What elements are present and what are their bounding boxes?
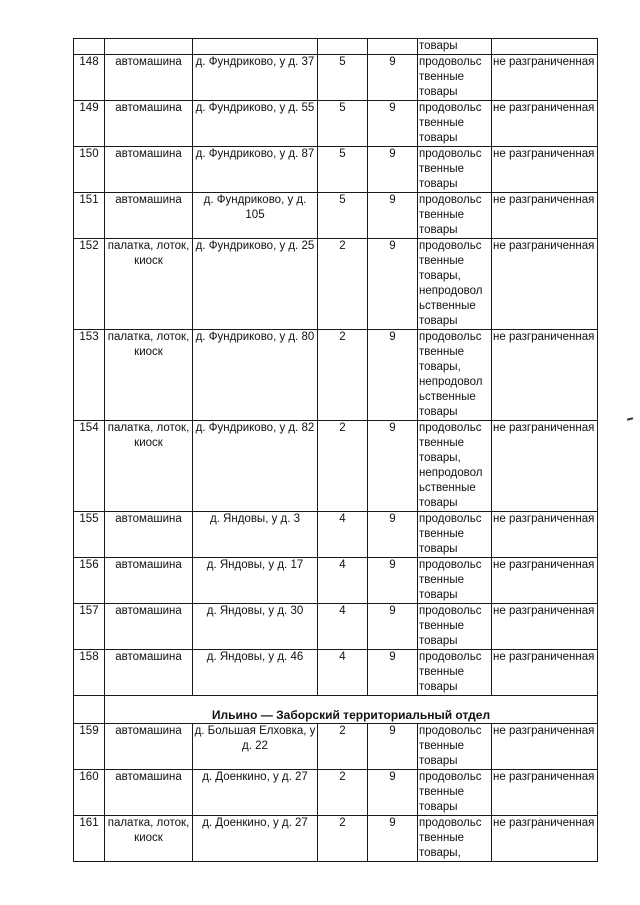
section-title: Ильино — Заборский территориальный отдел [105, 696, 598, 724]
cell-goods: продовольс твенные товары [418, 147, 492, 193]
cell-count: 2 [318, 770, 368, 816]
cell-count: 2 [318, 724, 368, 770]
cell-goods: продовольс твенные товары, непродовол ьственные товары [418, 239, 492, 330]
cell-address: д. Яндовы, у д. 46 [193, 650, 318, 696]
cell-number: 148 [74, 55, 105, 101]
cell-period: 9 [368, 650, 418, 696]
cell-count: 4 [318, 604, 368, 650]
cell-ownership: не разграниченная [492, 724, 598, 770]
cell-period: 9 [368, 239, 418, 330]
cell-period: 9 [368, 101, 418, 147]
cell-period: 9 [368, 770, 418, 816]
cell-goods: продовольс твенные товары [418, 558, 492, 604]
cell-address: д. Фундриково, у д. 80 [193, 330, 318, 421]
cell-number: 150 [74, 147, 105, 193]
cell-period: 9 [368, 816, 418, 862]
cell-goods: продовольс твенные товары, непродовол ьственные товары [418, 421, 492, 512]
trade-places-table [73, 38, 598, 862]
cell-ownership: не разграниченная [492, 147, 598, 193]
cell-number: 151 [74, 193, 105, 239]
cell-goods: продовольс твенные товары, [418, 816, 492, 862]
cell-number: 160 [74, 770, 105, 816]
cell-ownership: не разграниченная [492, 816, 598, 862]
cell-goods: продовольс твенные товары [418, 512, 492, 558]
cell-count: 4 [318, 512, 368, 558]
cell-type: автомашина [105, 604, 193, 650]
table-row [74, 770, 598, 816]
cell-count: 4 [318, 558, 368, 604]
cell-count: 2 [318, 330, 368, 421]
table-body-part-1 [74, 39, 598, 696]
cell-ownership: не разграниченная [492, 512, 598, 558]
cell-period: 9 [368, 604, 418, 650]
cell-empty [318, 39, 368, 55]
cell-period: 9 [368, 512, 418, 558]
cell-number: 152 [74, 239, 105, 330]
cell-ownership: не разграниченная [492, 330, 598, 421]
table-row [74, 604, 598, 650]
section-header [74, 696, 598, 724]
cell-type: автомашина [105, 101, 193, 147]
cell-address: д. Фундриково, у д. 105 [193, 193, 318, 239]
cell-type: автомашина [105, 558, 193, 604]
cell-goods: продовольс твенные товары [418, 770, 492, 816]
table-row [74, 101, 598, 147]
cell-count: 4 [318, 650, 368, 696]
cell-ownership: не разграниченная [492, 101, 598, 147]
cell-ownership: не разграниченная [492, 558, 598, 604]
table-row [74, 512, 598, 558]
cell-address: д. Большая Елховка, у д. 22 [193, 724, 318, 770]
cell-type: палатка, лоток, киоск [105, 239, 193, 330]
cell-goods: продовольс твенные товары [418, 193, 492, 239]
cell-address: д. Доенкино, у д. 27 [193, 770, 318, 816]
table-body-part-2 [74, 724, 598, 862]
cell-address: д. Фундриково, у д. 37 [193, 55, 318, 101]
cell-address: д. Фундриково, у д. 25 [193, 239, 318, 330]
cell-type: автомашина [105, 512, 193, 558]
cell-type: автомашина [105, 650, 193, 696]
cell-period: 9 [368, 55, 418, 101]
cell-period: 9 [368, 193, 418, 239]
cell-empty [105, 39, 193, 55]
cell-count: 2 [318, 421, 368, 512]
table-row [74, 330, 598, 421]
cell-empty [74, 696, 105, 724]
cell-period: 9 [368, 724, 418, 770]
table-row [74, 816, 598, 862]
cell-address: д. Фундриково, у д. 87 [193, 147, 318, 193]
cell-period: 9 [368, 558, 418, 604]
cell-count: 5 [318, 101, 368, 147]
cell-ownership: не разграниченная [492, 770, 598, 816]
scan-mark [627, 417, 633, 420]
cell-goods: продовольс твенные товары [418, 55, 492, 101]
cell-empty [74, 39, 105, 55]
cell-type: палатка, лоток, киоск [105, 421, 193, 512]
cell-count: 5 [318, 147, 368, 193]
cell-type: палатка, лоток, киоск [105, 330, 193, 421]
table-row [74, 193, 598, 239]
cell-goods: продовольс твенные товары [418, 650, 492, 696]
cell-type: автомашина [105, 770, 193, 816]
cell-period: 9 [368, 330, 418, 421]
cell-address: д. Фундриково, у д. 55 [193, 101, 318, 147]
cell-number: 154 [74, 421, 105, 512]
cell-type: палатка, лоток, киоск [105, 816, 193, 862]
cell-ownership: не разграниченная [492, 239, 598, 330]
cell-type: автомашина [105, 55, 193, 101]
cell-period: 9 [368, 147, 418, 193]
cell-empty [368, 39, 418, 55]
cell-period: 9 [368, 421, 418, 512]
cell-address: д. Яндовы, у д. 3 [193, 512, 318, 558]
table-row [74, 239, 598, 330]
cell-count: 2 [318, 239, 368, 330]
cell-empty [492, 39, 598, 55]
cell-goods: продовольс твенные товары [418, 604, 492, 650]
table-row [74, 421, 598, 512]
section-row [74, 696, 598, 724]
cell-goods: товары [418, 39, 492, 55]
cell-type: автомашина [105, 724, 193, 770]
cell-goods: продовольс твенные товары [418, 724, 492, 770]
cell-number: 161 [74, 816, 105, 862]
cell-number: 156 [74, 558, 105, 604]
cell-ownership: не разграниченная [492, 650, 598, 696]
cell-number: 157 [74, 604, 105, 650]
cell-number: 149 [74, 101, 105, 147]
cell-number: 153 [74, 330, 105, 421]
cell-address: д. Фундриково, у д. 82 [193, 421, 318, 512]
cell-type: автомашина [105, 147, 193, 193]
cell-ownership: не разграниченная [492, 193, 598, 239]
cell-address: д. Доенкино, у д. 27 [193, 816, 318, 862]
cell-address: д. Яндовы, у д. 30 [193, 604, 318, 650]
cell-ownership: не разграниченная [492, 421, 598, 512]
table-row [74, 55, 598, 101]
cell-goods: продовольс твенные товары [418, 101, 492, 147]
cell-count: 2 [318, 816, 368, 862]
table-row-top [74, 39, 598, 55]
cell-number: 158 [74, 650, 105, 696]
cell-count: 5 [318, 55, 368, 101]
cell-goods: продовольс твенные товары, непродовол ьственные товары [418, 330, 492, 421]
cell-empty [193, 39, 318, 55]
cell-address: д. Яндовы, у д. 17 [193, 558, 318, 604]
cell-type: автомашина [105, 193, 193, 239]
cell-number: 155 [74, 512, 105, 558]
table-row [74, 650, 598, 696]
cell-ownership: не разграниченная [492, 604, 598, 650]
cell-ownership: не разграниченная [492, 55, 598, 101]
table-row [74, 558, 598, 604]
cell-count: 5 [318, 193, 368, 239]
table-row [74, 147, 598, 193]
cell-number: 159 [74, 724, 105, 770]
table-row [74, 724, 598, 770]
